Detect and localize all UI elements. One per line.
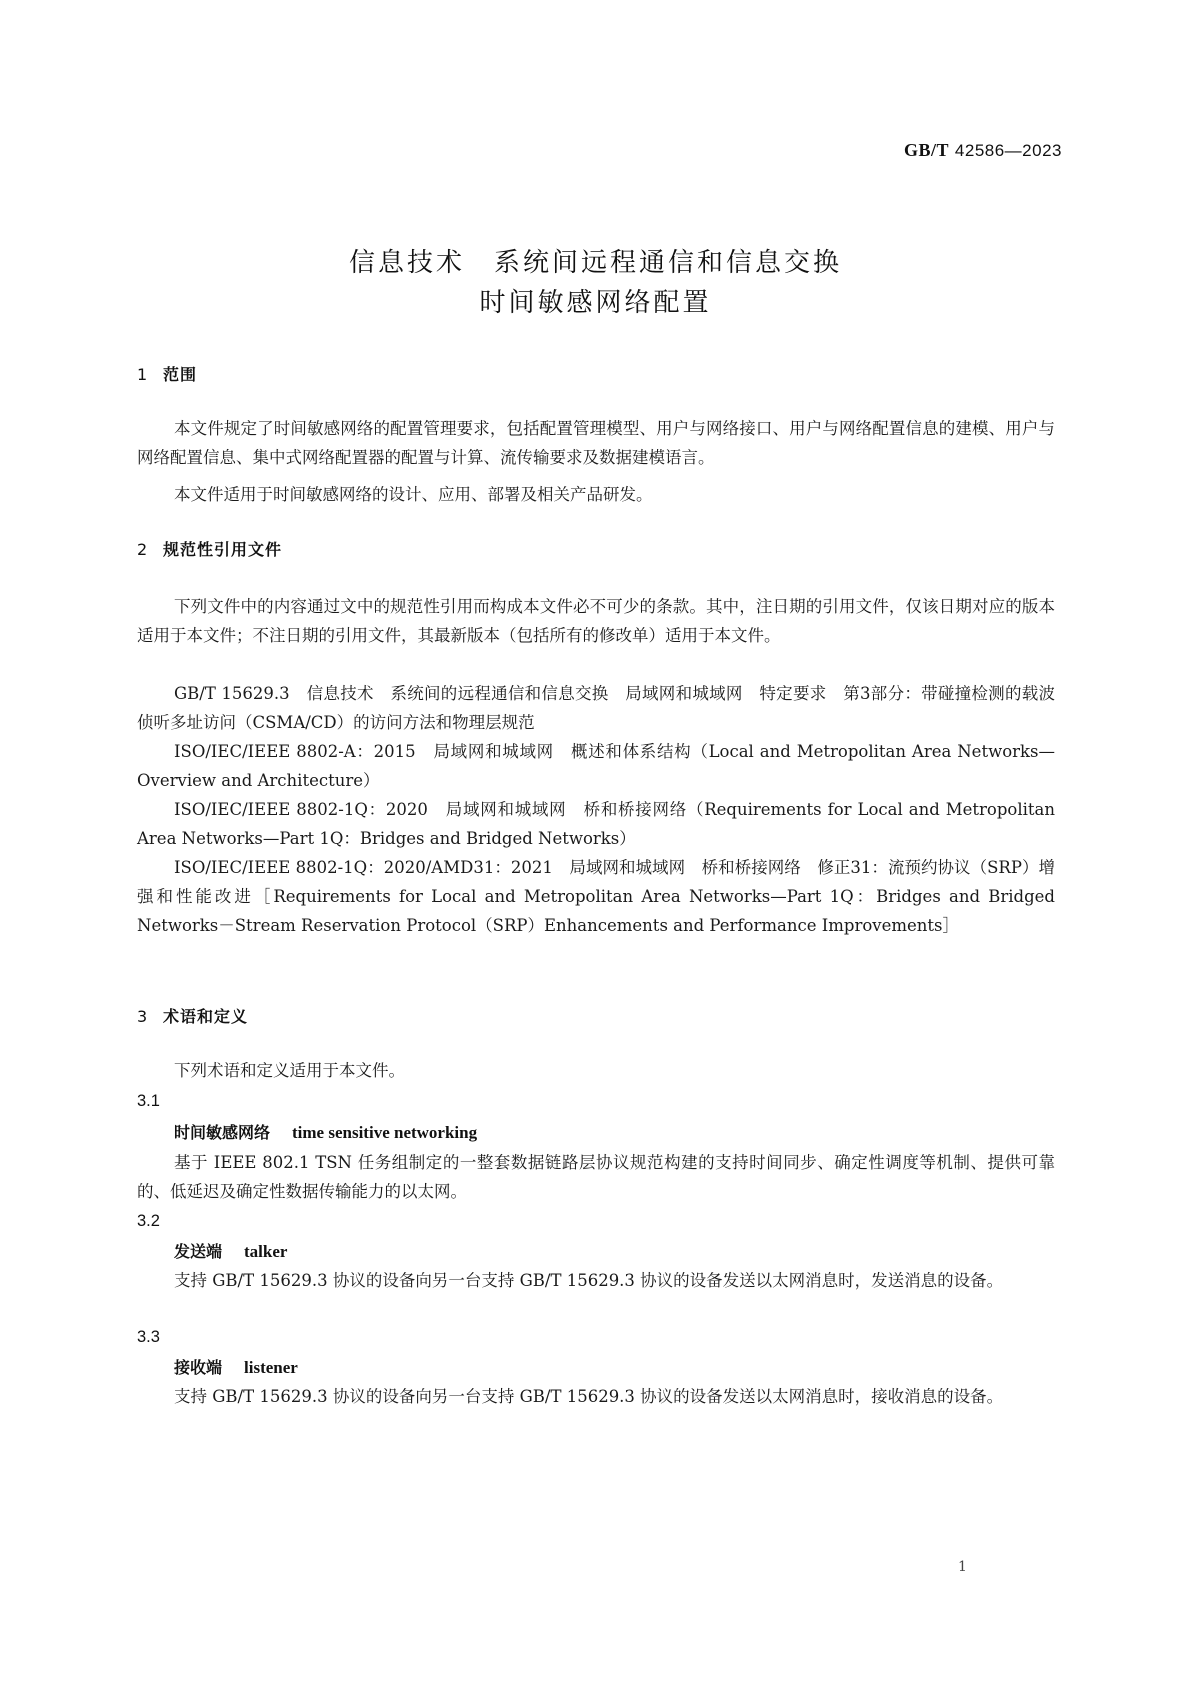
reference-item: ISO/IEC/IEEE 8802-A：2015 局域网和城域网 概述和体系结构（Local and Metropolitan Area Networks—Overview and Architecture） <box>137 742 1055 790</box>
document-title-line1: 信息技术 系统间远程通信和信息交换 <box>348 248 842 278</box>
section-heading-scope <box>137 362 197 385</box>
term-definition: 基于 IEEE 802.1 TSN 任务组制定的一整套数据链路层协议规范构建的支持时间同步、确定性调度等机制、提供可靠的、低延迟及确定性数据传输能力的以太网。 <box>137 1153 1055 1201</box>
section-title: 术语和定义 <box>163 1007 249 1026</box>
section-title: 范围 <box>163 365 198 384</box>
term-zh: 发送端 <box>174 1242 223 1261</box>
term-definition: 支持 GB/T 15629.3 协议的设备向另一台支持 GB/T 15629.3 协议的设备发送以太网消息时，接收消息的设备。 <box>174 1387 1004 1406</box>
term-heading <box>174 1239 287 1262</box>
standard-code: 42586—2023 <box>954 141 1062 160</box>
term-zh: 时间敏感网络 <box>174 1123 271 1142</box>
section-title: 规范性引用文件 <box>163 540 283 559</box>
term-heading <box>174 1355 298 1378</box>
term-en: time sensitive networking <box>292 1123 478 1142</box>
standard-number <box>904 140 1062 161</box>
references-intro-paragraph: 下列文件中的内容通过文中的规范性引用而构成本文件必不可少的条款。其中，注日期的引用文件，仅该日期对应的版本适用于本文件；不注日期的引用文件，其最新版本（包括所有的修改单）适用于本文件。 <box>137 597 1055 645</box>
reference-item: ISO/IEC/IEEE 8802-1Q：2020 局域网和城域网 桥和桥接网络（Requirements for Local and Metropolitan Area Networks—Part 1Q：Bridges and Bridged Networks） <box>137 800 1055 848</box>
section-heading-terms-definitions <box>137 1004 248 1027</box>
term-number: 3.2 <box>137 1212 160 1230</box>
section-heading-normative-references <box>137 537 282 560</box>
section-number: 1 <box>137 365 149 384</box>
term-en: listener <box>244 1358 298 1377</box>
term-definition: 支持 GB/T 15629.3 协议的设备向另一台支持 GB/T 15629.3 协议的设备发送以太网消息时，发送消息的设备。 <box>174 1271 1004 1290</box>
reference-item: GB/T 15629.3 信息技术 系统间的远程通信和信息交换 局域网和城域网 特定要求 第3部分：带碰撞检测的载波侦听多址访问（CSMA/CD）的访问方法和物理层规范 <box>137 684 1055 732</box>
page-number: 1 <box>958 1559 967 1575</box>
reference-item: ISO/IEC/IEEE 8802-1Q：2020/AMD31：2021 局域网和城域网 桥和桥接网络 修正31：流预约协议（SRP）增强和性能改进［Requirements for Local and Metropolitan Area Networks—Part 1Q：Bridges and Bridged Networks－Stream Reservation Protocol（SRP）Enhancements and Performance Improvements］ <box>137 858 1055 935</box>
term-heading <box>174 1120 477 1143</box>
term-number: 3.3 <box>137 1328 160 1346</box>
terms-intro-paragraph: 下列术语和定义适用于本文件。 <box>174 1061 405 1080</box>
term-number: 3.1 <box>137 1092 160 1110</box>
scope-paragraph-1: 本文件规定了时间敏感网络的配置管理要求，包括配置管理模型、用户与网络接口、用户与网络配置信息的建模、用户与网络配置信息、集中式网络配置器的配置与计算、流传输要求及数据建模语言。 <box>137 419 1055 467</box>
standard-prefix: GB/T <box>903 140 949 160</box>
document-title-line2: 时间敏感网络配置 <box>479 288 712 318</box>
section-number: 2 <box>137 540 149 559</box>
section-number: 3 <box>137 1007 149 1026</box>
scope-paragraph-2: 本文件适用于时间敏感网络的设计、应用、部署及相关产品研发。 <box>174 485 653 504</box>
term-en: talker <box>244 1242 288 1261</box>
term-zh: 接收端 <box>174 1358 223 1377</box>
